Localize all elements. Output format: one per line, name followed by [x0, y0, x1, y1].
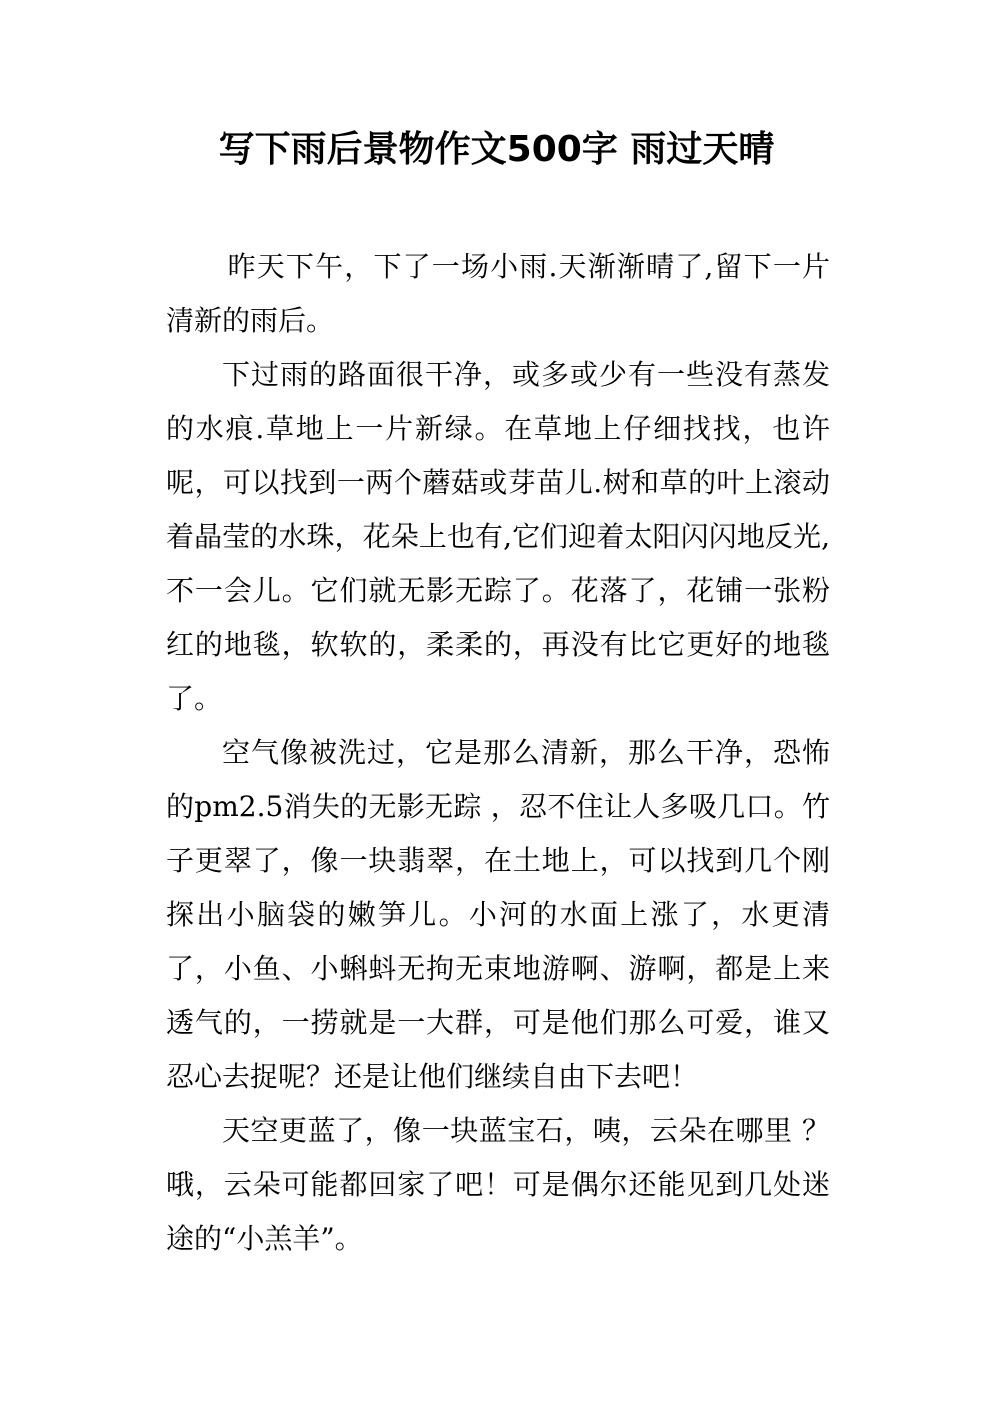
- paragraph-3: 空气像被洗过，它是那么清新，那么干净，恐怖的pm2.5消失的无影无踪 ，忍不住让人多吸几口。竹子更翠了，像一块翡翠，在土地上，可以找到几个刚探出小脑袋的嫩笋儿。小河的水面上涨了，水更清了，小鱼、小蝌蚪无拘无束地游啊、游啊，都是上来透气的，一捞就是一大群，可是他们那么可爱，谁又忍心去捉呢？还是让他们继续自由下去吧！: [166, 736, 830, 1093]
- document-body: [166, 240, 830, 1266]
- paragraph-4: 天空更蓝了，像一块蓝宝石，咦，云朵在哪里 ？哦，云朵可能都回家了吧！可是偶尔还能见到几处迷途的“小羔羊”。: [166, 1114, 830, 1255]
- document-title: 写下雨后景物作文500字 雨过天晴: [218, 129, 775, 170]
- paragraph-2: 下过雨的路面很干净，或多或少有一些没有蒸发的水痕.草地上一片新绿。在草地上仔细找找，也许呢，可以找到一两个蘑菇或芽苗儿.树和草的叶上滚动着晶莹的水珠，花朵上也有,它们迎着太阳闪闪地反光,不一会儿。它们就无影无踪了。花落了，花铺一张粉红的地毯，软软的，柔柔的，再没有比它更好的地毯了。: [166, 358, 830, 715]
- paragraph-1: 昨天下午，下了一场小雨.天渐渐晴了,留下一片清新的雨后。: [166, 250, 830, 337]
